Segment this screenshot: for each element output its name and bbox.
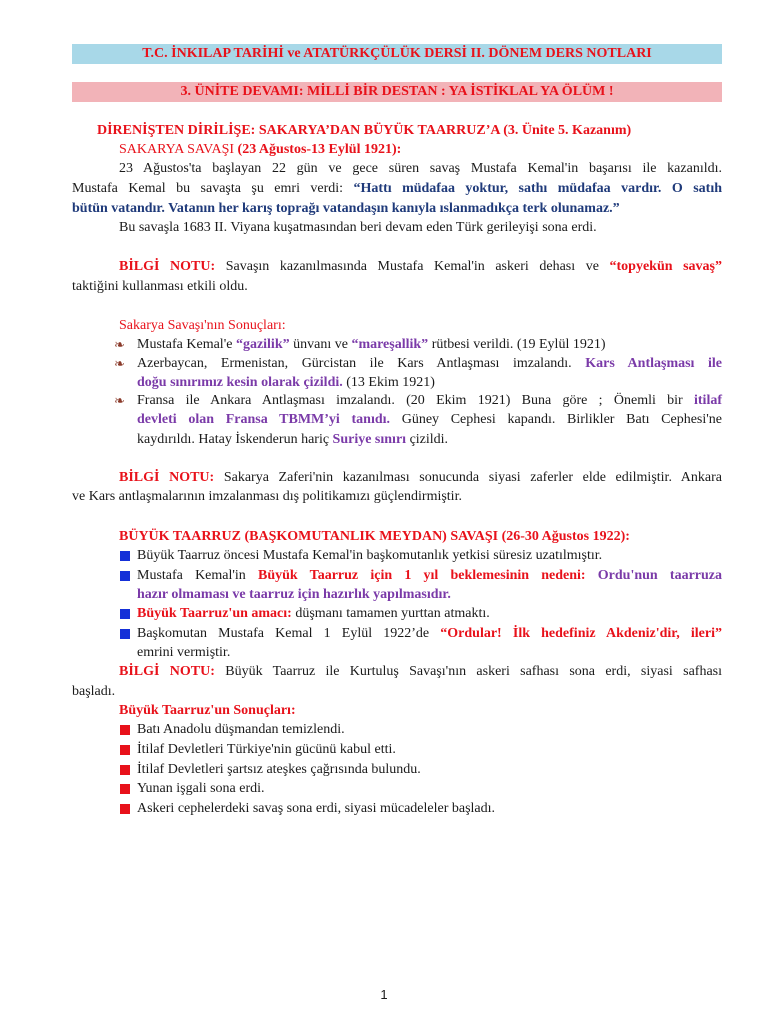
highlight-text: “gazilik” xyxy=(235,337,290,352)
paragraph-line: başladı. xyxy=(72,684,116,699)
list-item: İtilaf Devletleri şartsız ateşkes çağrısında bulundu. xyxy=(137,762,421,777)
text-span: (13 Ekim 1921) xyxy=(342,375,435,390)
red-square-bullet-icon xyxy=(120,745,130,755)
highlight-text: Büyük Taarruz için 1 yıl beklemesinin nedeni: xyxy=(258,568,586,583)
quote-text: bütün vatandır. Vatanın her karış toprağı vatandaşın kanıyla ıslanmadıkça terk olunamaz.” xyxy=(72,201,620,216)
highlight-text: “Ordular! İlk hedefiniz Akdeniz'dir, ileri” xyxy=(440,626,722,641)
results-heading-taarruz: Büyük Taarruz'un Sonuçları: xyxy=(119,703,296,718)
text-span: Savaşın kazanılmasında Mustafa Kemal'in askeri dehası ve xyxy=(215,259,610,274)
info-note-label: BİLGİ NOTU: xyxy=(119,259,216,274)
list-item-continued xyxy=(137,430,448,449)
quote-text: “Hattı müdafaa yoktur, sathı müdafaa vardır. O satıh xyxy=(353,181,722,196)
list-item: Büyük Taarruz öncesi Mustafa Kemal'in başkomutanlık yetkisi süresiz uzatılmıştır. xyxy=(137,548,603,563)
list-item-continued: hazır olmaması ve taarruz için hazırlık yapılmasıdır. xyxy=(137,587,451,602)
text-span: düşmanı tamamen yurttan atmaktı. xyxy=(291,606,490,621)
text-span: Mustafa Kemal'in xyxy=(137,568,259,583)
list-item-continued xyxy=(137,373,435,392)
blue-square-bullet-icon xyxy=(120,571,130,581)
highlight-text: Büyük Taarruz'un amacı: xyxy=(137,606,292,621)
text-span: kaydırıldı. Hatay İskenderun hariç xyxy=(137,432,333,447)
list-item xyxy=(137,604,490,623)
info-note xyxy=(119,468,722,487)
text-span: Mustafa Kemal bu savaşta şu emri verdi: xyxy=(72,181,354,196)
red-square-bullet-icon xyxy=(120,765,130,775)
paragraph-line: ve Kars antlaşmalarının imzalanması dış politikamızı güçlendirmiştir. xyxy=(72,489,462,504)
text-span: ünvanı ve xyxy=(289,337,352,352)
list-item xyxy=(137,335,606,354)
highlight-text: devleti olan Fransa TBMM’yi tanıdı. xyxy=(137,412,391,427)
highlight-text: doğu sınırımız kesin olarak çizildi. xyxy=(137,375,343,390)
red-square-bullet-icon xyxy=(120,784,130,794)
text-span: Başkomutan Mustafa Kemal 1 Eylül 1922’de xyxy=(137,626,441,641)
list-item: Yunan işgali sona erdi. xyxy=(137,781,265,796)
highlight-text: Suriye sınırı xyxy=(332,432,407,447)
info-note xyxy=(119,662,722,681)
paragraph-line: taktiğini kullanması etkili oldu. xyxy=(72,279,248,294)
highlight-text: Kars Antlaşması ile xyxy=(585,356,722,371)
section-heading-sakarya-to-taarruz: DİRENİŞTEN DİRİLİŞE: SAKARYA’DAN BÜYÜK TAARRUZ’A (3. Ünite 5. Kazanım) xyxy=(97,123,632,138)
highlight-text: itilaf xyxy=(694,393,722,408)
sakarya-subheading-dates: (23 Ağustos-13 Eylül 1921): xyxy=(237,142,402,157)
paragraph-line: Bu savaşla 1683 II. Viyana kuşatmasından beri devam eden Türk gerileyişi sona erdi. xyxy=(119,220,597,235)
unit-title: 3. ÜNİTE DEVAMI: MİLLİ BİR DESTAN : YA İSTİKLAL YA ÖLÜM ! xyxy=(72,82,722,102)
text-span: Büyük Taarruz ile Kurtuluş Savaşı'nın askeri safhası sona erdi, siyasi safhası xyxy=(214,664,722,679)
text-span: rütbesi verildi. (19 Eylül 1921) xyxy=(428,337,606,352)
leaf-icon: ❧ xyxy=(114,356,125,371)
text-span: Güney Cephesi kapandı. Birlikler Batı Cephesi'ne xyxy=(390,412,723,427)
text-span: Mustafa Kemal'e xyxy=(137,337,236,352)
paragraph-line xyxy=(72,179,722,198)
red-square-bullet-icon xyxy=(120,725,130,735)
text-span: Azerbaycan, Ermenistan, Gürcistan ile Kars Antlaşması imzalandı. xyxy=(137,356,586,371)
highlight-text: Ordu'nun taarruza xyxy=(585,568,723,583)
text-span: çizildi. xyxy=(406,432,449,447)
paragraph-line: 23 Ağustos'ta başlayan 22 gün ve gece süren savaş Mustafa Kemal'in başarısı ile kazanıldı. xyxy=(119,161,722,176)
info-note xyxy=(119,257,722,276)
sakarya-subheading-title: SAKARYA SAVAŞI xyxy=(119,142,238,157)
list-item xyxy=(137,391,722,410)
list-item xyxy=(137,624,722,643)
highlight-text: “topyekün savaş” xyxy=(609,259,723,274)
blue-square-bullet-icon xyxy=(120,629,130,639)
list-item-continued: emrini vermiştir. xyxy=(137,645,231,660)
list-item: Askeri cephelerdeki savaş sona erdi, siyasi mücadeleler başladı. xyxy=(137,801,496,816)
blue-square-bullet-icon xyxy=(120,609,130,619)
sakarya-subheading xyxy=(119,140,401,159)
text-span: Fransa ile Ankara Antlaşması imzalandı. (20 Ekim 1921) Buna göre ; Önemli bir xyxy=(137,393,694,408)
list-item-continued xyxy=(137,410,722,429)
list-item xyxy=(137,354,722,373)
list-item xyxy=(137,566,722,585)
red-square-bullet-icon xyxy=(120,804,130,814)
highlight-text: “mareşallik” xyxy=(351,337,429,352)
page-number: 1 xyxy=(380,987,388,1002)
document-title: T.C. İNKILAP TARİHİ ve ATATÜRKÇÜLÜK DERSİ II. DÖNEM DERS NOTLARI xyxy=(72,44,722,64)
leaf-icon: ❧ xyxy=(114,337,125,352)
blue-square-bullet-icon xyxy=(120,551,130,561)
list-item: Batı Anadolu düşmandan temizlendi. xyxy=(137,722,345,737)
results-heading-sakarya: Sakarya Savaşı'nın Sonuçları: xyxy=(119,318,286,333)
list-item: İtilaf Devletleri Türkiye'nin gücünü kabul etti. xyxy=(137,742,396,757)
info-note-label: BİLGİ NOTU: xyxy=(119,470,215,485)
info-note-label: BİLGİ NOTU: xyxy=(119,664,215,679)
section-heading-buyuk-taarruz: BÜYÜK TAARRUZ (BAŞKOMUTANLIK MEYDAN) SAVAŞI (26-30 Ağustos 1922): xyxy=(119,529,630,544)
leaf-icon: ❧ xyxy=(114,393,125,408)
text-span: Sakarya Zaferi'nin kazanılması sonucunda siyasi zaferler elde edilmiştir. Ankara xyxy=(214,470,722,485)
